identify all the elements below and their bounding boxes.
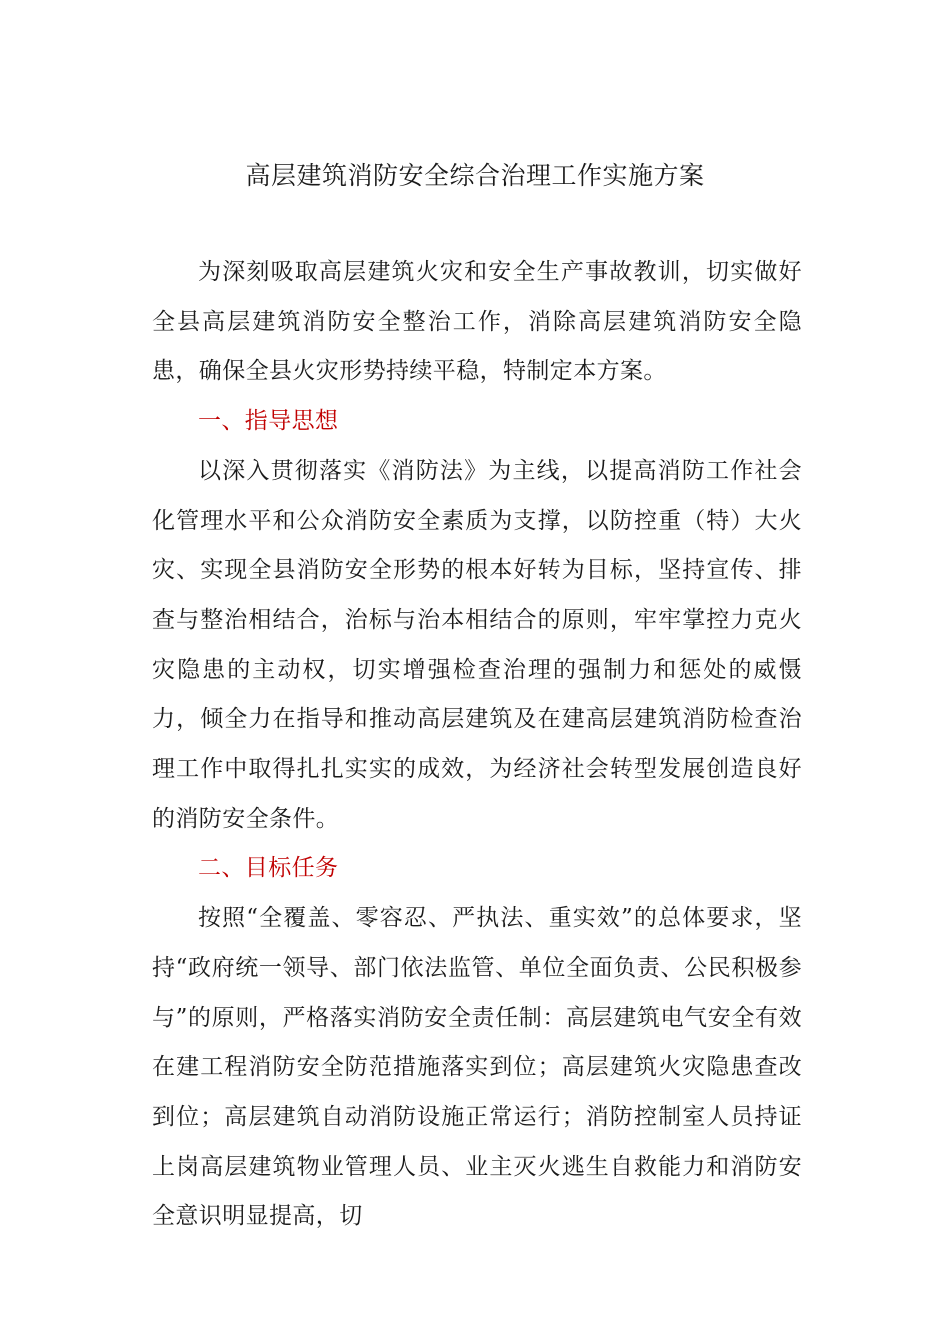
section-heading-objectives: 二、目标任务 — [198, 855, 339, 882]
document-body — [152, 248, 802, 1242]
section-heading-guiding-ideology: 一、指导思想 — [198, 408, 339, 435]
intro-paragraph: 为深刻吸取高层建筑火灾和安全生产事故教训，切实做好全县高层建筑消防安全整治工作，消除高层建筑消防安全隐患，确保全县火灾形势持续平稳，特制定本方案。 — [152, 259, 802, 385]
objectives-paragraph: 按照“全覆盖、零容忍、严执法、重实效”的总体要求，坚持“政府统一领导、部门依法监管、单位全面负责、公民积极参与”的原则，严格落实消防安全责任制：高层建筑电气安全有效在建工程消防安全防范措施落实到位；高层建筑火灾隐患查改到位；高层建筑自动消防设施正常运行；消防控制室人员持证上岗高层建筑物业管理人员、业主灭火逃生自救能力和消防安全意识明显提高，切 — [152, 905, 802, 1230]
guiding-ideology-paragraph: 以深入贯彻落实《消防法》为主线，以提高消防工作社会化管理水平和公众消防安全素质为支撑，以防控重（特）大火灾、实现全县消防安全形势的根本好转为目标，坚持宣传、排查与整治相结合，治标与治本相结合的原则，牢牢掌控力克火灾隐患的主动权，切实增强检查治理的强制力和惩处的威慑力，倾全力在指导和推动高层建筑及在建高层建筑消防检查治理工作中取得扎扎实实的成效，为经济社会转型发展创造良好的消防安全条件。 — [152, 457, 802, 832]
document-title: 高层建筑消防安全综合治理工作实施方案 — [245, 161, 705, 190]
